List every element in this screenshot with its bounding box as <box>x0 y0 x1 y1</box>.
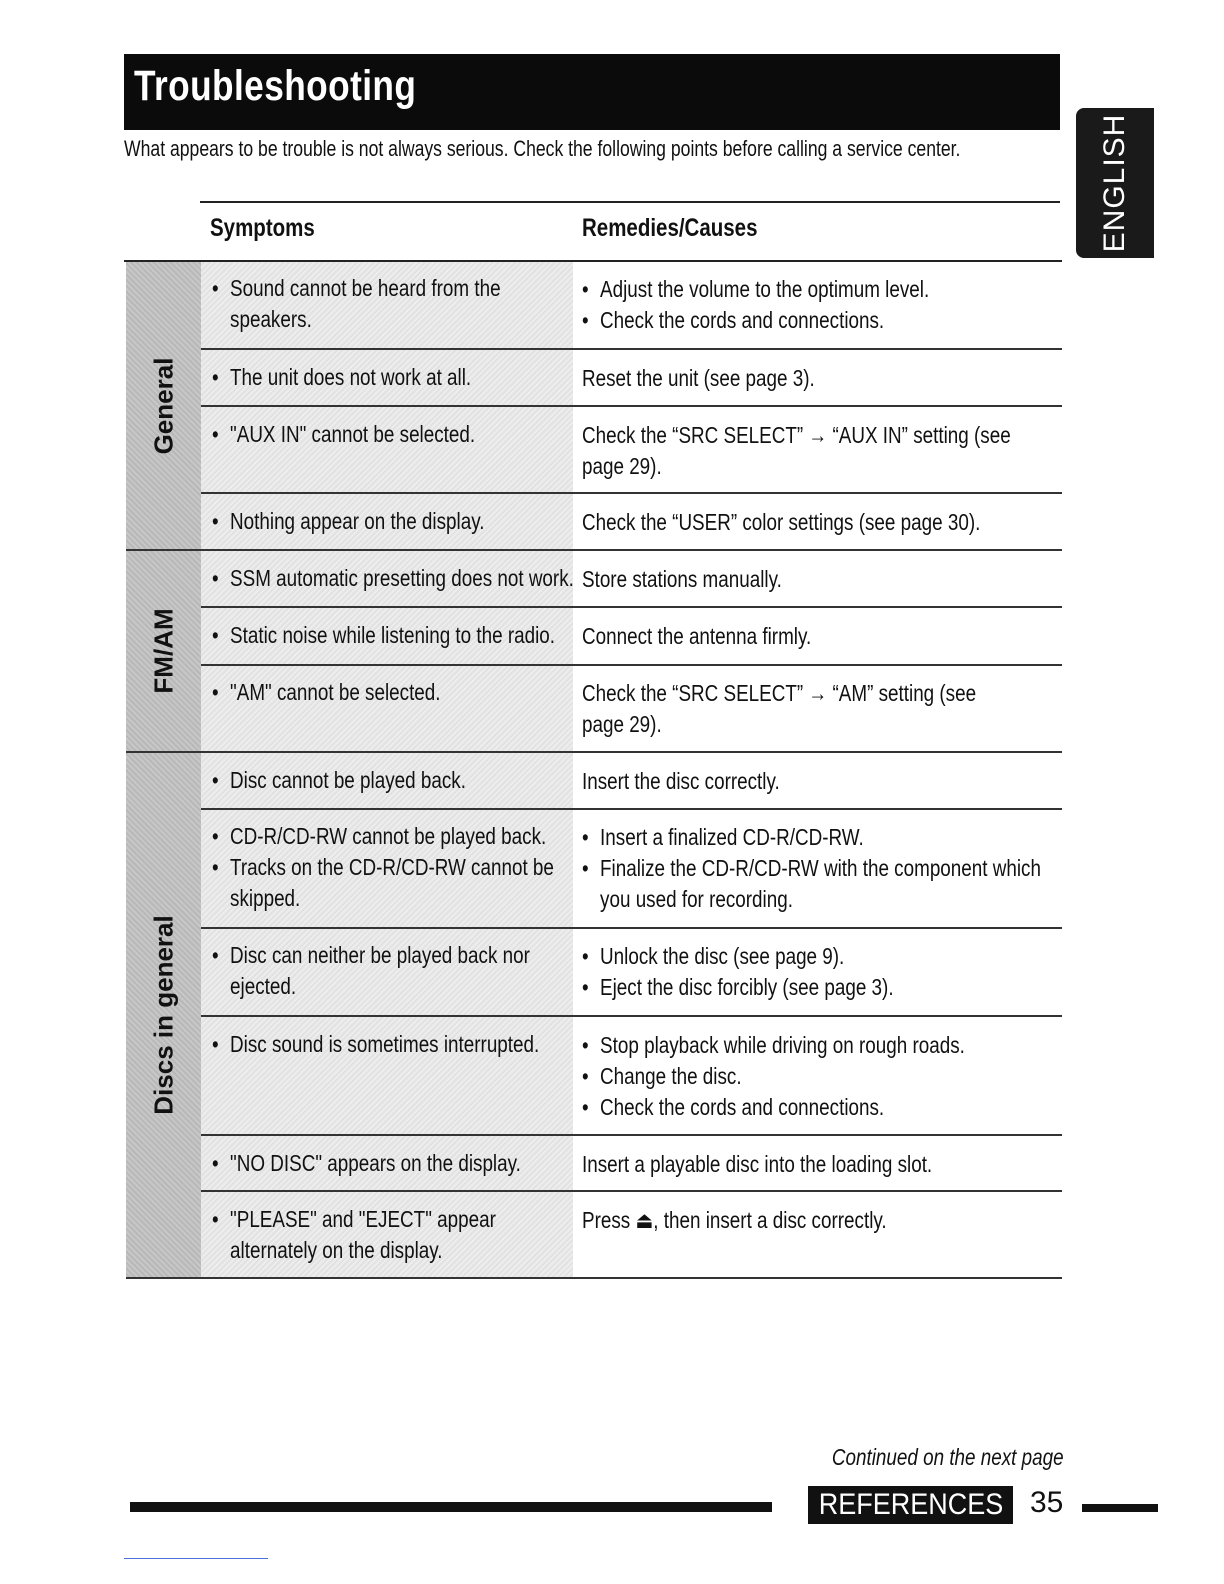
symptom-cell <box>212 1029 581 1060</box>
section-label: FM/AM <box>148 607 178 694</box>
remedy-cell <box>582 941 1066 1003</box>
title-bar <box>124 54 1060 130</box>
section-label: General <box>148 357 178 455</box>
remedy-cell: Check the “USER” color settings (see page 30). <box>582 509 981 535</box>
remedy-cell <box>582 822 1041 915</box>
table-bottom-rule <box>126 1277 1062 1279</box>
remedy-item: • Change the disc. <box>582 1061 1066 1092</box>
symptom-item: • Disc cannot be played back. <box>212 765 581 796</box>
footer-bar <box>1082 1504 1158 1512</box>
row-divider <box>201 664 1062 666</box>
remedy-cell: Press ⏏, then insert a disc correctly. <box>582 1207 887 1233</box>
remedy-cell: Check the “SRC SELECT” → “AM” setting (see page 29). <box>582 680 977 737</box>
remedy-cell: Reset the unit (see page 3). <box>582 365 815 391</box>
row-divider <box>201 1134 1062 1136</box>
remedy-cell: Connect the antenna firmly. <box>582 623 812 649</box>
section-divider <box>126 751 1062 753</box>
remedy-item: • Stop playback while driving on rough roads. <box>582 1030 1066 1061</box>
remedy-item: • Check the cords and connections. <box>582 305 1066 336</box>
section-tab-label: REFERENCES <box>818 1488 1003 1521</box>
row-divider <box>201 405 1062 407</box>
divider <box>200 201 1060 203</box>
remedies-header: Remedies/Causes <box>582 214 758 242</box>
symptom-item: • "AUX IN" cannot be selected. <box>212 419 581 450</box>
symptom-cell <box>212 765 581 796</box>
row-divider <box>201 606 1062 608</box>
remedy-cell <box>582 1030 1066 1123</box>
symptoms-header: Symptoms <box>210 214 315 242</box>
language-label: ENGLISH <box>1098 113 1131 253</box>
row-divider <box>201 1015 1062 1017</box>
row-divider <box>201 492 1062 494</box>
remedy-item: • Insert a finalized CD-R/CD-RW. <box>582 822 1041 853</box>
section-fmam <box>126 550 201 751</box>
symptom-cell <box>212 273 581 335</box>
section-divider <box>126 549 1062 551</box>
symptom-cell <box>212 419 581 450</box>
remedy-item: • Check the cords and connections. <box>582 1092 1066 1123</box>
section-discs <box>126 751 201 1278</box>
symptom-cell <box>212 362 581 393</box>
symptom-cell <box>212 940 556 1002</box>
remedy-cell: Check the “SRC SELECT” → “AUX IN” setting (see page 29). <box>582 422 1011 479</box>
symptom-item: • CD-R/CD-RW cannot be played back. <box>212 821 556 852</box>
symptom-item: • Tracks on the CD-R/CD-RW cannot be skipped. <box>212 852 556 914</box>
row-divider <box>201 348 1062 350</box>
symptom-item: • Disc can neither be played back nor ejected. <box>212 940 556 1002</box>
remedy-item: • Finalize the CD-R/CD-RW with the component which you used for recording. <box>582 853 1041 915</box>
symptom-cell <box>212 677 581 708</box>
row-divider <box>201 1190 1062 1192</box>
page-title: Troubleshooting <box>134 62 417 110</box>
link-underline <box>124 1558 268 1559</box>
remedy-cell <box>582 274 1066 336</box>
remedy-item: • Unlock the disc (see page 9). <box>582 941 1066 972</box>
remedy-item: • Eject the disc forcibly (see page 3). <box>582 972 1066 1003</box>
symptom-item: • "NO DISC" appears on the display. <box>212 1148 581 1179</box>
footer-bar <box>130 1502 772 1512</box>
language-tab <box>1076 108 1154 258</box>
intro-text: What appears to be trouble is not always serious. Check the following points before calling a service center. <box>124 136 961 161</box>
symptom-cell <box>212 506 581 537</box>
symptom-cell <box>212 821 556 914</box>
symptom-item: • SSM automatic presetting does not work. <box>212 563 581 594</box>
symptom-item: • Static noise while listening to the radio. <box>212 620 581 651</box>
section-tab <box>808 1486 1013 1524</box>
symptom-item: • "PLEASE" and "EJECT" appear alternately on the display. <box>212 1204 573 1266</box>
section-general <box>126 262 201 550</box>
symptom-cell <box>212 1204 573 1266</box>
remedy-cell: Insert the disc correctly. <box>582 768 780 794</box>
page-number: 35 <box>1030 1486 1064 1519</box>
symptom-item: • Sound cannot be heard from the speakers. <box>212 273 581 335</box>
symptom-cell <box>212 1148 581 1179</box>
row-divider <box>201 927 1062 929</box>
symptom-cell <box>212 563 581 594</box>
remedy-cell: Insert a playable disc into the loading slot. <box>582 1151 933 1177</box>
section-label: Discs in general <box>148 914 178 1115</box>
symptom-item: • Disc sound is sometimes interrupted. <box>212 1029 581 1060</box>
continued-note: Continued on the next page <box>832 1444 1064 1470</box>
symptom-cell <box>212 620 581 651</box>
symptom-item: • "AM" cannot be selected. <box>212 677 581 708</box>
symptom-item: • Nothing appear on the display. <box>212 506 581 537</box>
symptom-item: • The unit does not work at all. <box>212 362 581 393</box>
row-divider <box>201 808 1062 810</box>
remedy-cell: Store stations manually. <box>582 566 782 592</box>
remedy-item: • Adjust the volume to the optimum level. <box>582 274 1066 305</box>
